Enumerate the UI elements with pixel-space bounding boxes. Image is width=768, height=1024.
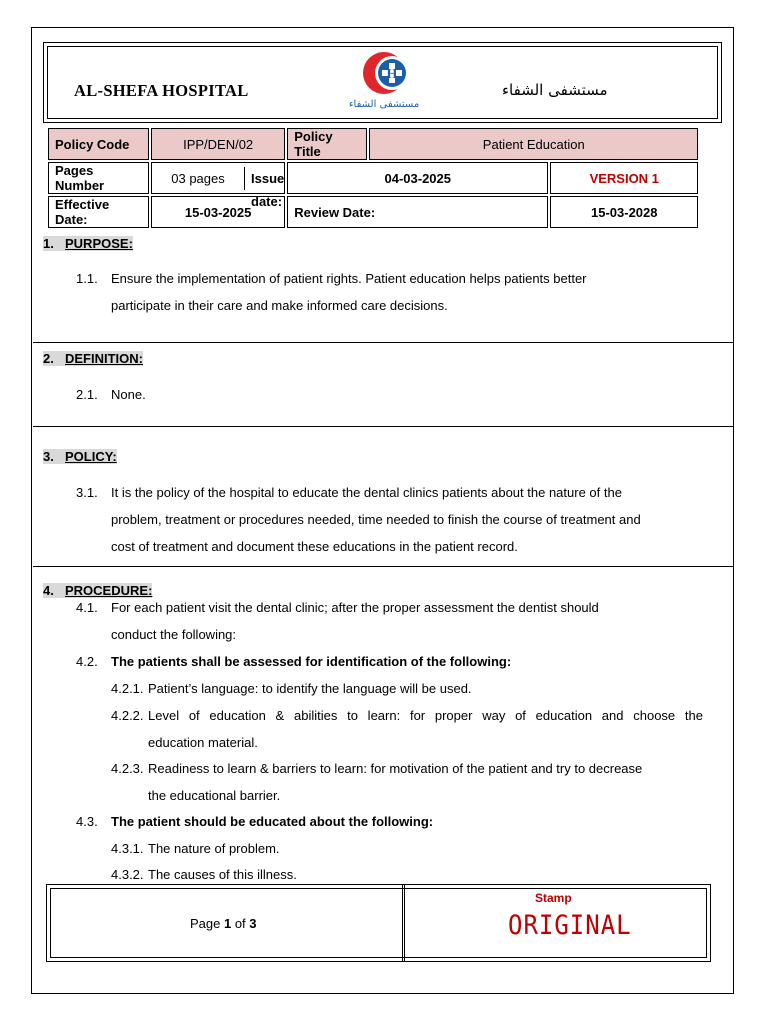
header-title-box — [43, 42, 722, 123]
document-header — [43, 42, 722, 227]
hospital-logo — [334, 49, 444, 111]
section-policy-heading: 3. POLICY: — [43, 449, 117, 464]
purpose-item-1-1: 1.1. Ensure the implementation of patient rights. Patient education helps patients better participate in their care and make informed care decisions. — [76, 271, 587, 313]
review-date-label: Review Date: — [287, 196, 548, 228]
definition-item-2-1: 2.1. None. — [76, 387, 146, 402]
procedure-4-2-2-line2: education material. — [148, 735, 258, 750]
policy-code: IPP/DEN/02 — [151, 128, 285, 160]
issue-date: 04-03-2025 — [287, 162, 548, 194]
procedure-4-2-1-num: 4.2.1. — [111, 681, 144, 696]
procedure-4-2-3-line2: the educational barrier. — [148, 788, 281, 803]
pages-number: 03 pages — [171, 170, 225, 186]
original-stamp: ORIGINAL — [508, 909, 632, 941]
procedure-4-1-line1: For each patient visit the dental clinic; after the proper assessment the dentist should — [111, 600, 599, 615]
section-purpose-heading: 1. PURPOSE: — [43, 236, 133, 251]
pages-number-label: Pages Number — [48, 162, 149, 194]
hospital-name-en: AL-SHEFA HOSPITAL — [74, 81, 249, 100]
procedure-4-1-line2: conduct the following: — [111, 627, 237, 642]
section-divider — [33, 426, 733, 427]
procedure-4-2-3-num: 4.2.3. — [111, 761, 144, 776]
section-definition-heading: 2. DEFINITION: — [43, 351, 143, 366]
procedure-4-3-text: The patient should be educated about the following: — [111, 814, 434, 829]
issue-date-label: Issue date: — [244, 167, 284, 190]
procedure-4-3-num: 4.3. — [76, 814, 98, 829]
logo-text-ar: مستشفى الشفاء — [348, 99, 420, 110]
effective-date: 15-03-2025 — [151, 196, 285, 228]
policy-item-3-1: 3.1. It is the policy of the hospital to educate the dental clinics patients about the nature of the problem, treatment or procedures needed, time needed to finish the course of treatment and cost of treatment and document these educations in the patient record. — [76, 485, 641, 554]
section-divider — [33, 566, 733, 567]
policy-meta-table — [46, 126, 700, 230]
section-divider — [33, 342, 733, 343]
procedure-4-2-2-line1: Level of education & abilities to learn: for proper way of education and choose the — [148, 708, 703, 723]
section-procedure-heading: 4. PROCEDURE: — [43, 583, 153, 598]
review-date: 15-03-2028 — [550, 196, 698, 228]
policy-title-label: Policy Title — [287, 128, 367, 160]
procedure-4-2-3-line1: Readiness to learn & barriers to learn: for motivation of the patient and try to decrease — [148, 761, 643, 776]
hospital-name-ar: مستشفى الشفاء — [502, 81, 608, 99]
procedure-4-3-2-num: 4.3.2. — [111, 867, 144, 882]
stamp-label: Stamp — [535, 891, 572, 905]
policy-title: Patient Education — [369, 128, 698, 160]
procedure-4-3-2-text: The causes of this illness. — [148, 867, 297, 882]
page-number: Page 1 of 3 — [190, 916, 257, 931]
policy-code-label: Policy Code — [48, 128, 149, 160]
document-footer — [46, 884, 711, 962]
procedure-4-3-1-num: 4.3.1. — [111, 841, 144, 856]
procedure-4-2-num: 4.2. — [76, 654, 98, 669]
procedure-4-2-text: The patients shall be assessed for identification of the following: — [111, 654, 512, 669]
procedure-4-2-1-text: Patient’s language: to identify the language will be used. — [148, 681, 472, 696]
effective-date-label: Effective Date: — [48, 196, 149, 228]
procedure-4-3-1-text: The nature of problem. — [148, 841, 280, 856]
procedure-4-1-num: 4.1. — [76, 600, 98, 615]
version-label: VERSION 1 — [550, 162, 698, 194]
procedure-4-2-2-num: 4.2.2. — [111, 708, 144, 723]
logo-letter: H — [386, 67, 398, 82]
